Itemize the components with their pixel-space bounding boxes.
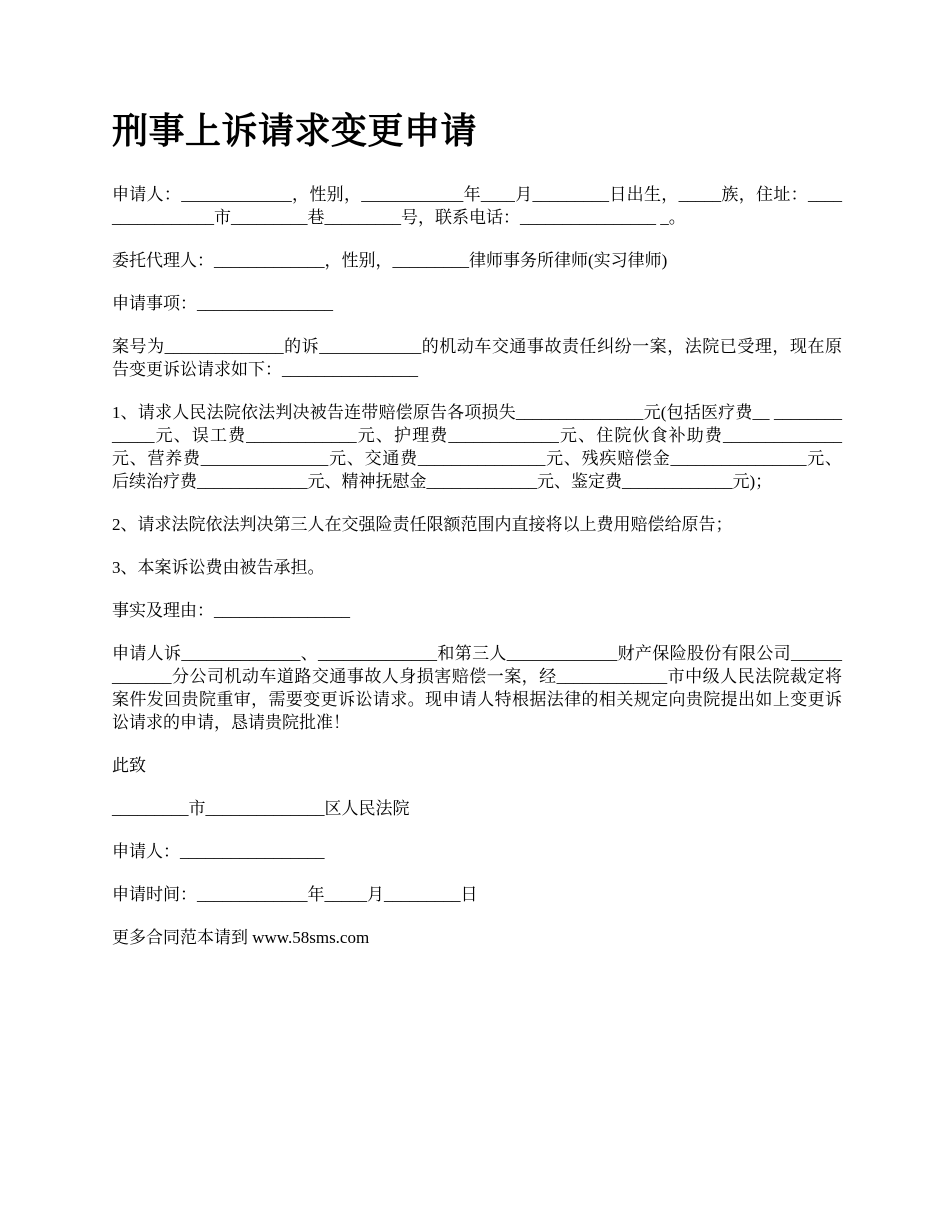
claim-item-1-paragraph: 1、请求人民法院依法判决被告连带赔偿原告各项损失_______________元(包括医疗费__ _____________元、误工费_____________元、护理费_____________元、住院伙食补助费______________元、营养费_______________元、交通费_______________元、残疾赔偿金________________元、后续治疗费_____________元、精神抚慰金_____________元、鉴定费_____________元)；: [112, 402, 842, 491]
claim-item-3-paragraph: 3、本案诉讼费由被告承担。: [112, 557, 325, 577]
document-title: 刑事上诉请求变更申请: [112, 111, 478, 151]
court-addressee-paragraph: _________市______________区人民法院: [112, 798, 410, 818]
facts-reasons-heading: 事实及理由：________________: [112, 600, 350, 620]
application-matters-paragraph: 申请事项：________________: [112, 293, 333, 313]
claim-item-2-paragraph: 2、请求法院依法判决第三人在交强险责任限额范围内直接将以上费用赔偿给原告；: [112, 514, 733, 534]
applicant-info-paragraph: 申请人：_____________，性别，____________年____月_________日出生，_____族，住址：________________市_________巷_________号，联系电话：________________ _。: [112, 184, 842, 227]
footer-promo-paragraph: 更多合同范本请到 www.58sms.com: [112, 927, 370, 947]
signature-applicant-paragraph: 申请人：_________________: [112, 841, 325, 861]
signature-date-paragraph: 申请时间：_____________年_____月_________日: [112, 884, 478, 904]
case-number-paragraph: 案号为______________的诉____________的机动车交通事故责任纠纷一案，法院已受理，现在原告变更诉讼请求如下：________________: [112, 336, 842, 379]
agent-info-paragraph: 委托代理人：_____________，性别，_________律师事务所律师(实习律师): [112, 250, 668, 270]
facts-reasons-paragraph: 申请人诉______________、______________和第三人_____________财产保险股份有限公司_____________分公司机动车道路交通事故人身损害赔偿一案，经_____________市中级人民法院裁定将案件发回贵院重审，需要变更诉讼请求。现申请人特根据法律的相关规定向贵院提出如上变更诉讼请求的申请，恳请贵院批准！: [112, 643, 842, 732]
document-page: [112, 108, 842, 969]
salutation-paragraph: 此致: [112, 755, 146, 775]
